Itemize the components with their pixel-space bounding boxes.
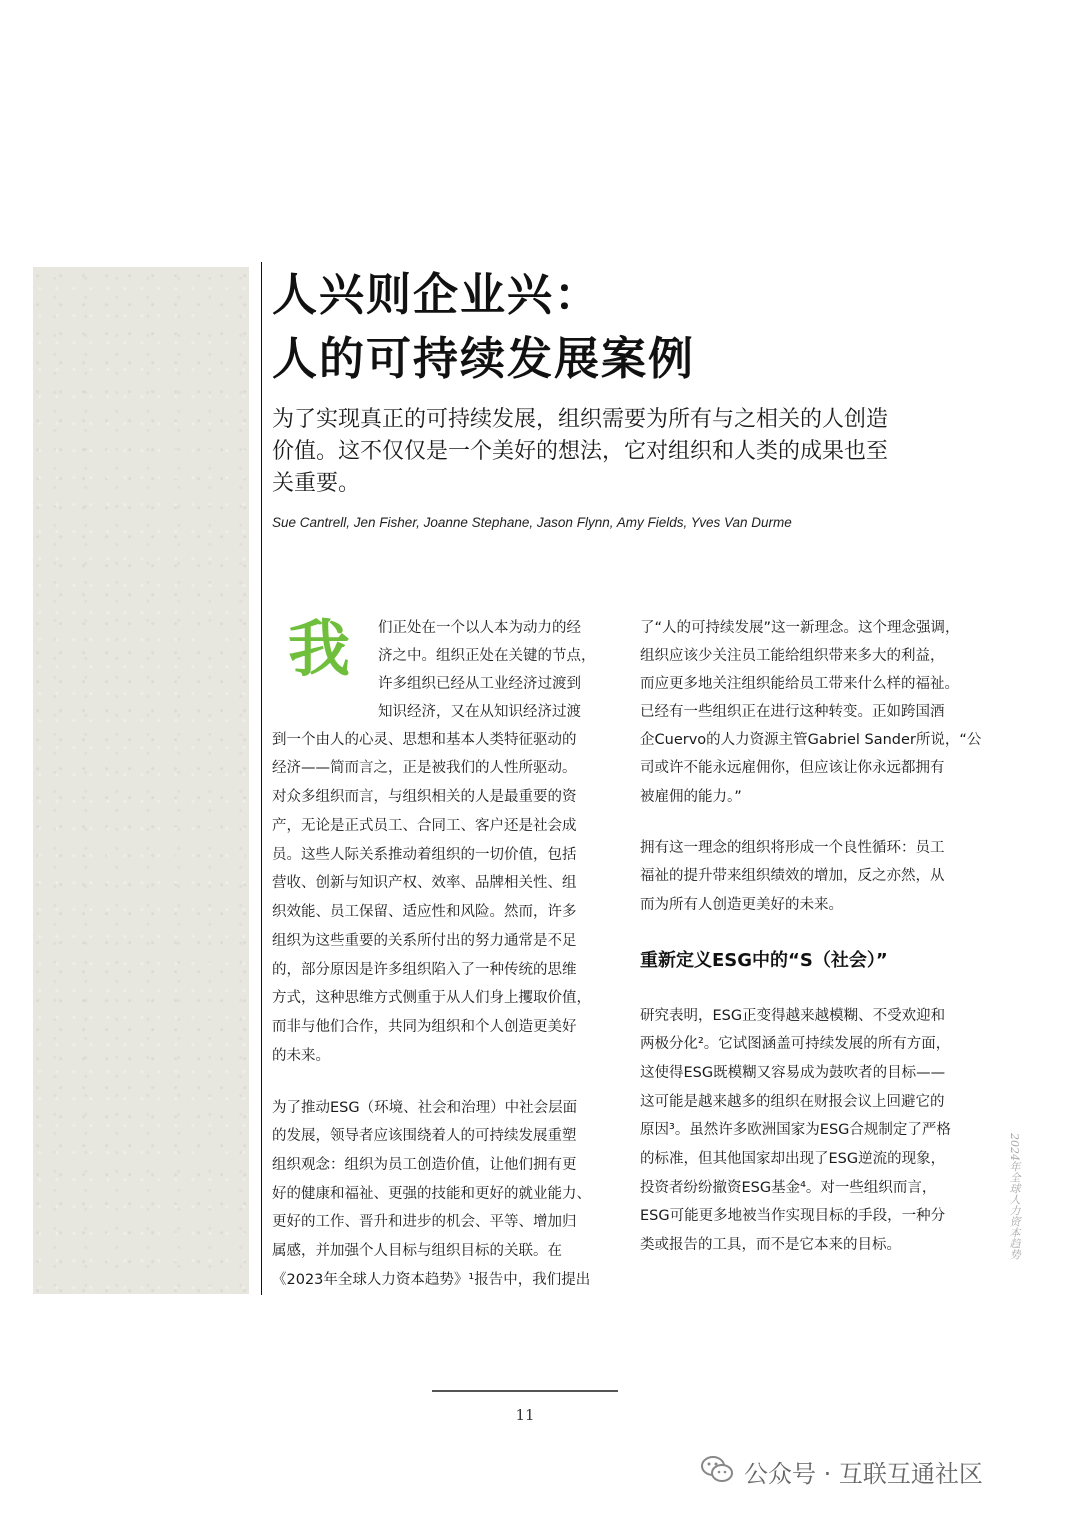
col1-text-line: 们正处在一个以人本为动力的经 [378, 620, 581, 636]
col2-text-line: 企Cuervo的人力资源主管Gabriel Sander所说，“公 [640, 732, 982, 748]
col1-text-line: 员。这些人际关系推动着组织的一切价值，包括 [272, 847, 577, 863]
vertical-divider [261, 262, 262, 1295]
col2-text-line: 研究表明，ESG正变得越来越模糊、不受欢迎和 [640, 1008, 946, 1024]
col2-text-line: 原因³。虽然许多欧洲国家为ESG合规制定了严格 [640, 1122, 951, 1138]
subtitle-line-1: 为了实现真正的可持续发展，组织需要为所有与之相关的人创造 [272, 407, 889, 432]
col2-text-line: 类或报告的工具，而不是它本来的目标。 [640, 1237, 901, 1253]
col1-text-line: 对众多组织而言，与组织相关的人是最重要的资 [272, 789, 577, 805]
col2-text-line: 投资者纷纷撤资ESG基金⁴。对一些组织而言， [640, 1180, 937, 1196]
col2-text-line: 司或许不能永远雇佣你，但应该让你永远都拥有 [640, 760, 945, 776]
col2-text-line: 了“人的可持续发展”这一新理念。这个理念强调， [640, 620, 960, 636]
wechat-icon [700, 1454, 734, 1484]
subtitle-line-2: 价值。这不仅仅是一个美好的想法，它对组织和人类的成果也至 [272, 439, 889, 464]
col1-text-line: 许多组织已经从工业经济过渡到 [378, 676, 581, 692]
side-running-title: 2024年全球人力资本趋势 [1008, 1133, 1021, 1260]
col1-text-line: 好的健康和福祉、更强的技能和更好的就业能力、 [272, 1186, 591, 1202]
col1-text-line: 组织为这些重要的关系所付出的努力通常是不足 [272, 933, 577, 949]
col1-text-line: 方式，这种思维方式侧重于从人们身上攫取价值， [272, 990, 591, 1006]
col2-text-line: 而应更多地关注组织能给员工带来什么样的福祉。 [640, 676, 959, 692]
col1-text-line: 组织观念：组织为员工创造价值，让他们拥有更 [272, 1157, 577, 1173]
section-heading: 重新定义ESG中的“S（社会）” [640, 950, 888, 971]
col1-text-line: 织效能、员工保留、适应性和风险。然而，许多 [272, 904, 577, 920]
subtitle-line-3: 关重要。 [272, 471, 361, 496]
col1-text-line: 到一个由人的心灵、思想和基本人类特征驱动的 [272, 732, 577, 748]
col2-text-line: 组织应该少关注员工能给组织带来多大的利益， [640, 648, 945, 664]
col1-text-line: 知识经济，又在从知识经济过渡 [378, 704, 581, 720]
col1-text-line: 的未来。 [272, 1048, 330, 1064]
col1-text-line: 经济——简而言之，正是被我们的人性所驱动。 [272, 760, 577, 776]
col2-text-line: 这使得ESG既模糊又容易成为鼓吹者的目标—— [640, 1065, 946, 1081]
page-title-line-1: 人兴则企业兴： [272, 268, 602, 321]
page-title-line-2: 人的可持续发展案例 [272, 332, 696, 385]
footer-rule [432, 1390, 618, 1392]
col1-text-line: 《2023年全球人力资本趋势》¹报告中，我们提出 [272, 1272, 591, 1288]
col1-text-line: 而非与他们合作，共同为组织和个人创造更美好 [272, 1019, 577, 1035]
col1-text-line: 的发展，领导者应该围绕着人的可持续发展重塑 [272, 1128, 577, 1144]
col1-text-line: 营收、创新与知识产权、效率、品牌相关性、组 [272, 875, 577, 891]
col1-text-line: 产，无论是正式员工、合同工、客户还是社会成 [272, 818, 577, 834]
col1-text-line: 属感，并加强个人目标与组织目标的关联。在 [272, 1243, 562, 1259]
col2-text-line: 的标准，但其他国家却出现了ESG逆流的现象， [640, 1151, 946, 1167]
decorative-sidebar-panel [33, 267, 249, 1294]
col1-text-line: 为了推动ESG（环境、社会和治理）中社会层面 [272, 1100, 578, 1116]
col2-text-line: 两极分化²。它试图涵盖可持续发展的所有方面， [640, 1036, 951, 1052]
col2-text-line: 福祉的提升带来组织绩效的增加，反之亦然，从 [640, 868, 945, 884]
col1-text-line: 济之中。组织正处在关键的节点， [378, 648, 596, 664]
col1-text-line: 更好的工作、晋升和进步的机会、平等、增加归 [272, 1214, 577, 1230]
col1-text-line: 的，部分原因是许多组织陷入了一种传统的思维 [272, 962, 577, 978]
drop-cap: 我 [288, 612, 351, 685]
page-number: 11 [515, 1406, 535, 1424]
author-list: Sue Cantrell, Jen Fisher, Joanne Stephane, Jason Flynn, Amy Fields, Yves Van Durme [272, 515, 792, 530]
col2-text-line: 被雇佣的能力。” [640, 789, 742, 805]
col2-text-line: 拥有这一理念的组织将形成一个良性循环：员工 [640, 840, 945, 856]
col2-text-line: 这可能是越来越多的组织在财报会议上回避它的 [640, 1094, 945, 1110]
wechat-account-watermark: 公众号 · 互联互通社区 [744, 1460, 983, 1488]
col2-text-line: 而为所有人创造更美好的未来。 [640, 897, 843, 913]
col2-text-line: ESG可能更多地被当作实现目标的手段，一种分 [640, 1208, 946, 1224]
col2-text-line: 已经有一些组织正在进行这种转变。正如跨国酒 [640, 704, 945, 720]
